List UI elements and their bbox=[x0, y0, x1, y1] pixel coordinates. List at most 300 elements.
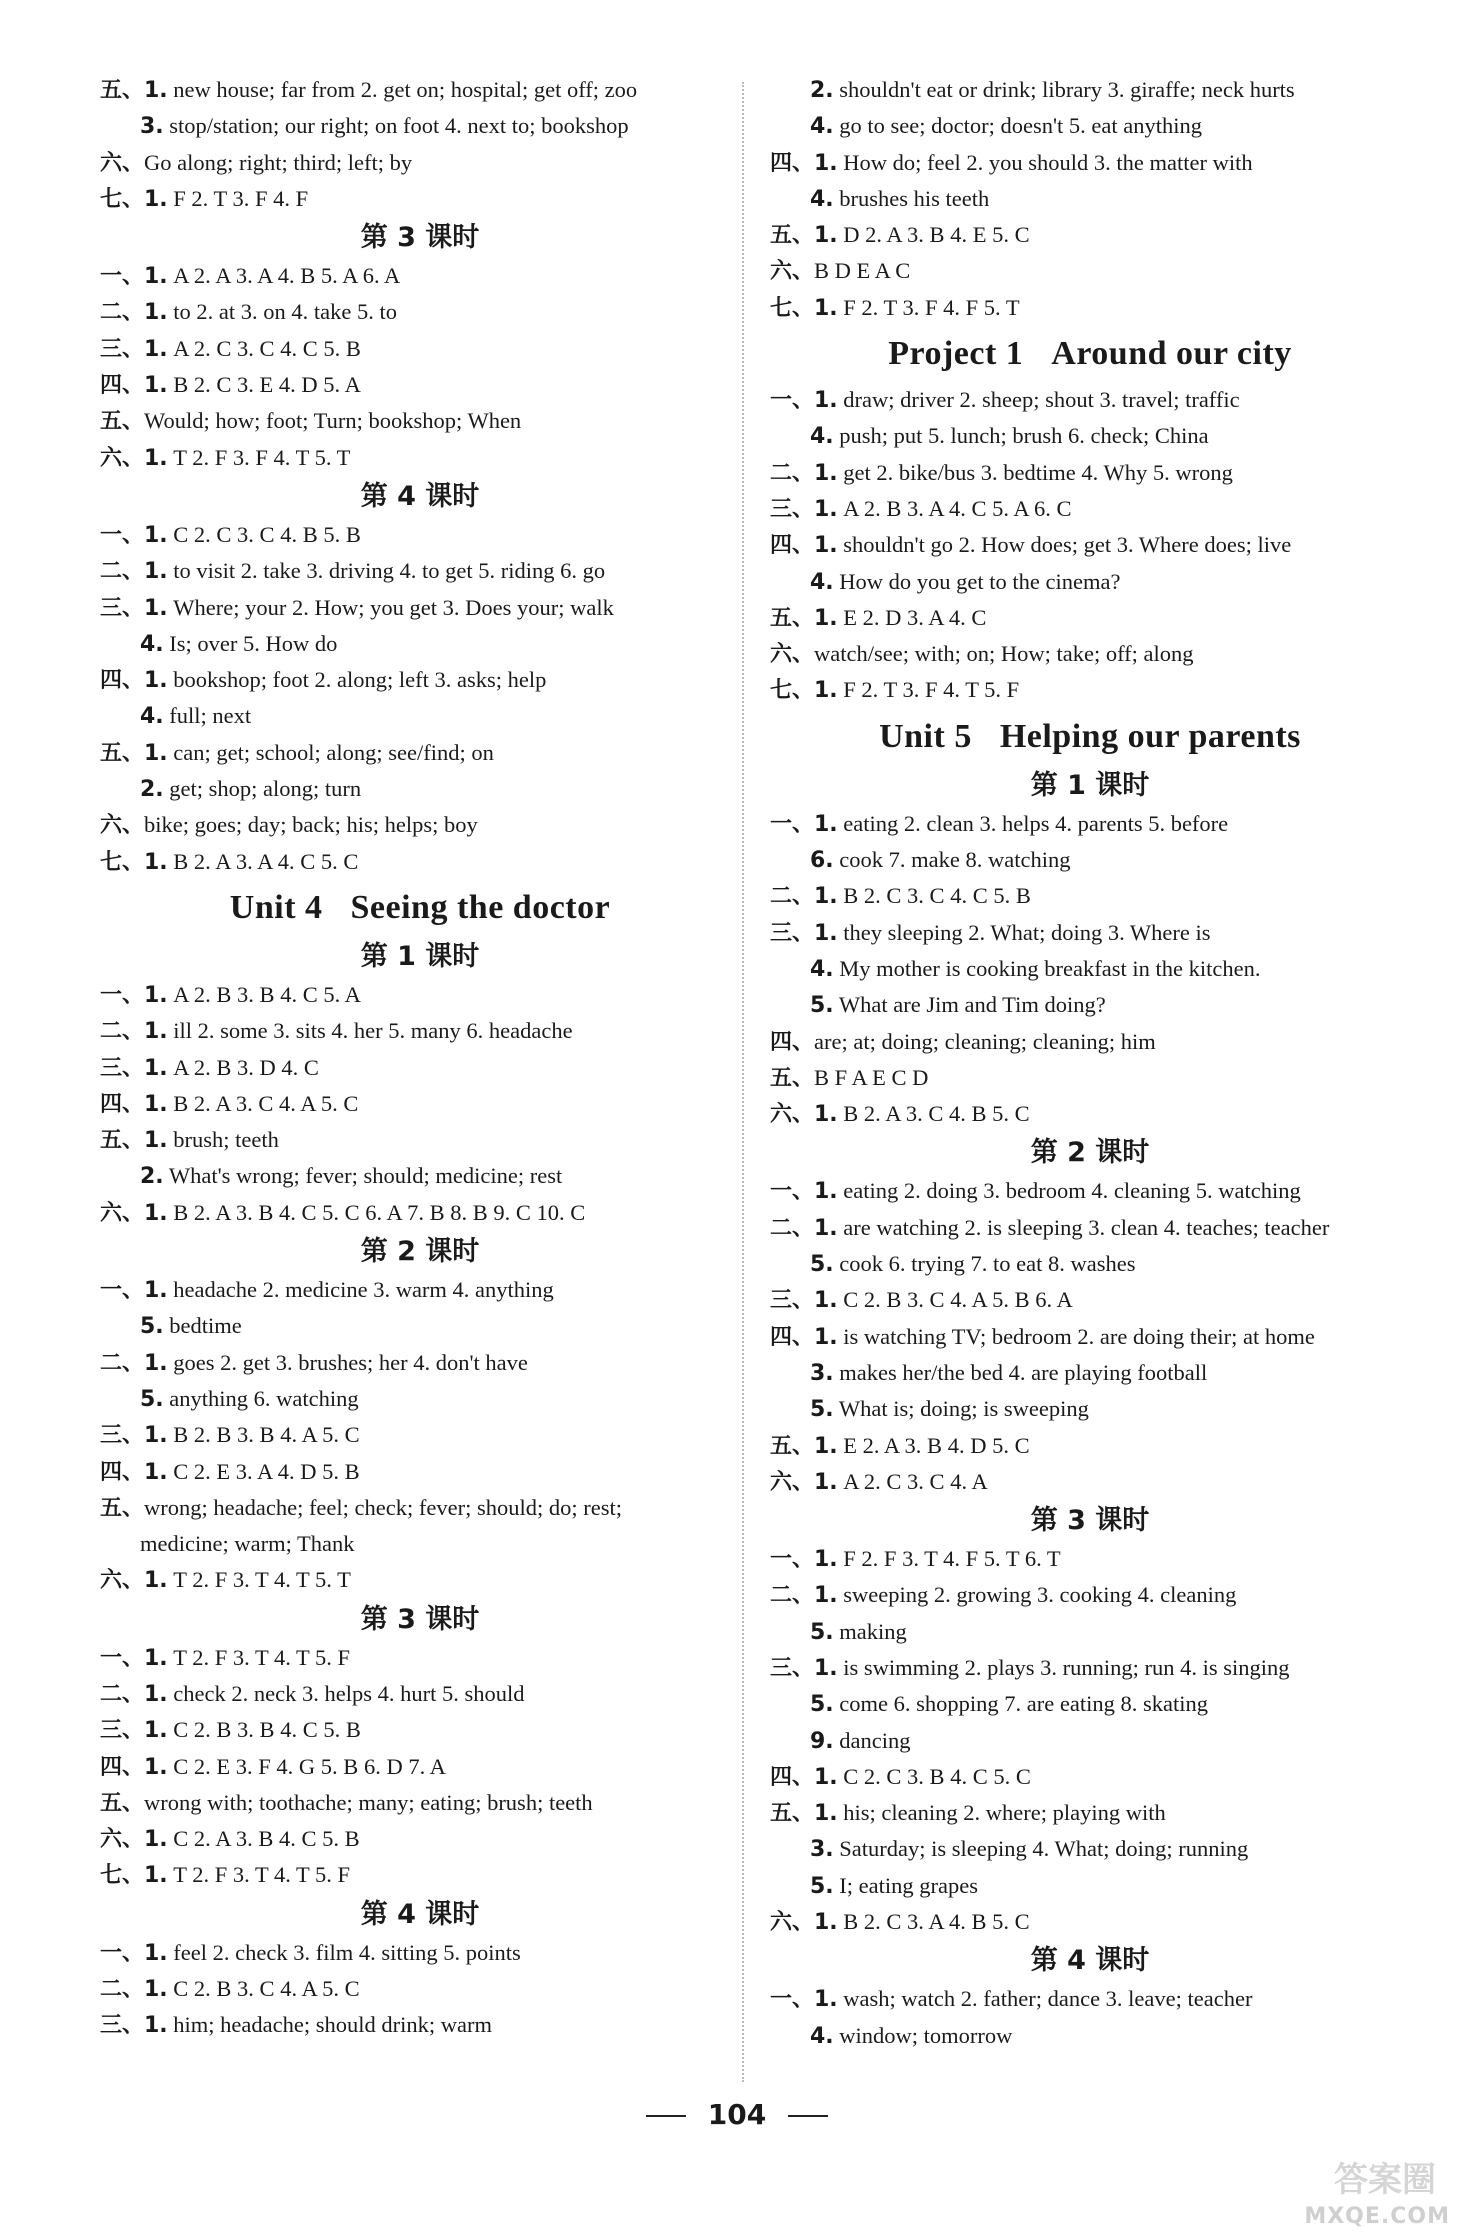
answer-line bbox=[100, 1490, 740, 1526]
answer-text: his; cleaning 2. where; playing with bbox=[837, 1800, 1166, 1826]
answer-text: to visit 2. take 3. driving 4. to get 5. riding 6. go bbox=[167, 558, 606, 584]
answer-text: C 2. A 3. B 4. C 5. B bbox=[167, 1826, 360, 1852]
question-label: 五、1. bbox=[100, 740, 168, 766]
answer-text: bookshop; foot 2. along; left 3. asks; help bbox=[167, 667, 547, 693]
unit-title: Around our city bbox=[1051, 335, 1292, 373]
question-label: 七、1. bbox=[770, 678, 838, 704]
question-label: 二、1. bbox=[100, 1350, 168, 1376]
lesson-heading: 第 2 课时 bbox=[360, 1236, 480, 1268]
answer-text: wash; watch 2. father; dance 3. leave; teacher bbox=[837, 1986, 1253, 2012]
answer-line bbox=[770, 1868, 1410, 1904]
answer-line bbox=[100, 1454, 740, 1490]
answer-text: E 2. A 3. B 4. D 5. C bbox=[837, 1432, 1030, 1458]
answer-text: C 2. B 3. B 4. C 5. B bbox=[167, 1717, 361, 1743]
answer-text: cook 6. trying 7. to eat 8. washes bbox=[833, 1251, 1136, 1277]
answer-text: Where; your 2. How; you get 3. Does your; walk bbox=[167, 594, 614, 620]
answer-text: F 2. T 3. F 4. T 5. F bbox=[837, 677, 1020, 703]
answer-line bbox=[100, 1086, 740, 1122]
answer-text: window; tomorrow bbox=[833, 2022, 1013, 2048]
answer-line bbox=[100, 1562, 740, 1598]
answer-text: C 2. C 3. C 4. B 5. B bbox=[167, 521, 361, 547]
answer-line bbox=[770, 1577, 1410, 1613]
answer-line bbox=[100, 553, 740, 589]
question-label: 五、 bbox=[100, 1495, 145, 1521]
question-label: 一、1. bbox=[100, 264, 168, 290]
question-label: 3. bbox=[810, 1837, 834, 1863]
answer-text: making bbox=[833, 1618, 907, 1644]
answer-line bbox=[770, 1060, 1410, 1096]
question-label: 六、1. bbox=[100, 1200, 168, 1226]
answer-text: shouldn't eat or drink; library 3. giraffe; neck hurts bbox=[833, 77, 1295, 102]
answer-line bbox=[100, 977, 740, 1013]
question-label: 六、 bbox=[100, 813, 145, 839]
answer-line bbox=[770, 1024, 1410, 1060]
lesson-heading: 第 3 课时 bbox=[360, 1603, 480, 1635]
question-label: 4. bbox=[810, 569, 834, 595]
answer-text: B 2. A 3. C 4. A 5. C bbox=[167, 1090, 359, 1116]
question-label: 二、1. bbox=[100, 1019, 168, 1045]
answer-line bbox=[770, 181, 1410, 217]
answer-text: C 2. B 3. C 4. A 5. B 6. A bbox=[837, 1287, 1073, 1313]
answer-text: T 2. F 3. T 4. T 5. T bbox=[167, 1567, 351, 1593]
page-number-dash-right bbox=[788, 2115, 828, 2117]
answer-line bbox=[100, 1381, 740, 1417]
question-label: 五、1. bbox=[100, 1128, 168, 1154]
question-label: 四、1. bbox=[100, 1091, 168, 1117]
question-label: 六、 bbox=[770, 642, 815, 668]
page-number-text: 104 bbox=[707, 2098, 767, 2131]
answer-text: B 2. A 3. A 4. C 5. C bbox=[167, 848, 359, 874]
question-label: 4. bbox=[810, 956, 834, 982]
answer-line bbox=[100, 626, 740, 662]
answer-line bbox=[100, 181, 740, 217]
answer-line bbox=[770, 1173, 1410, 1209]
unit-heading bbox=[100, 880, 740, 936]
answer-line bbox=[770, 878, 1410, 914]
question-label: 三、1. bbox=[770, 496, 838, 522]
answer-text: bedtime bbox=[163, 1313, 242, 1339]
answer-text: A 2. A 3. A 4. B 5. A 6. A bbox=[167, 263, 401, 289]
question-label: 六、 bbox=[100, 150, 145, 176]
question-label: 一、1. bbox=[770, 1547, 838, 1573]
question-label: 4. bbox=[810, 114, 834, 140]
answer-line bbox=[100, 440, 740, 476]
lesson-heading: 第 3 课时 bbox=[1030, 1505, 1150, 1537]
answer-line bbox=[100, 1821, 740, 1857]
answer-line bbox=[100, 1857, 740, 1893]
answer-text: wrong; headache; feel; check; fever; should; do; rest; bbox=[144, 1494, 622, 1520]
answer-line bbox=[100, 735, 740, 771]
answer-text: stop/station; our right; on foot 4. next to; bookshop bbox=[163, 113, 629, 139]
question-label: 4. bbox=[810, 424, 834, 450]
answer-line bbox=[100, 1308, 740, 1344]
unit-number: Unit 5 bbox=[879, 717, 972, 755]
watermark-logo-text: 答案圈 bbox=[1334, 2160, 1436, 2200]
question-label: 3. bbox=[140, 114, 164, 140]
answer-text: F 2. T 3. F 4. F bbox=[167, 185, 309, 211]
answer-text: push; put 5. lunch; brush 6. check; China bbox=[833, 423, 1209, 449]
answer-text: are watching 2. is sleeping 3. clean 4. teaches; teacher bbox=[837, 1214, 1330, 1240]
answer-line bbox=[770, 527, 1410, 563]
answer-text: Go along; right; third; left; by bbox=[144, 149, 413, 175]
question-label: 3. bbox=[810, 1360, 834, 1386]
answer-line bbox=[770, 1831, 1410, 1867]
question-label: 三、1. bbox=[770, 920, 838, 946]
answer-text: go to see; doctor; doesn't 5. eat anything bbox=[833, 113, 1203, 139]
answer-text: wrong with; toothache; many; eating; brush; teeth bbox=[144, 1789, 593, 1815]
answer-line bbox=[100, 844, 740, 880]
answer-line bbox=[100, 771, 740, 807]
question-label: 四、1. bbox=[100, 1754, 168, 1780]
lesson-heading: 第 3 课时 bbox=[360, 222, 480, 254]
answer-text: shouldn't go 2. How does; get 3. Where does; live bbox=[837, 532, 1292, 558]
answer-text: A 2. B 3. D 4. C bbox=[167, 1054, 319, 1080]
question-label: 一、1. bbox=[100, 982, 168, 1008]
answer-line bbox=[770, 1210, 1410, 1246]
answer-line bbox=[770, 1795, 1410, 1831]
answer-text: F 2. T 3. F 4. F 5. T bbox=[837, 294, 1020, 320]
question-label: 四、1. bbox=[770, 1764, 838, 1790]
answer-line bbox=[770, 564, 1410, 600]
answer-line bbox=[770, 1319, 1410, 1355]
answer-line bbox=[770, 1355, 1410, 1391]
answer-text: F 2. F 3. T 4. F 5. T 6. T bbox=[837, 1546, 1061, 1572]
answer-text: are; at; doing; cleaning; cleaning; him bbox=[814, 1028, 1156, 1054]
answer-text: is swimming 2. plays 3. running; run 4. is singing bbox=[837, 1654, 1290, 1680]
question-label: 一、1. bbox=[100, 1940, 168, 1966]
answer-line bbox=[100, 1013, 740, 1049]
question-label: 六、 bbox=[770, 259, 815, 285]
answer-line bbox=[770, 842, 1410, 878]
answer-text: B 2. C 3. C 4. C 5. B bbox=[837, 883, 1031, 909]
answer-text: get; shop; along; turn bbox=[163, 776, 362, 802]
question-label: 三、1. bbox=[100, 2013, 168, 2039]
answer-text: What is; doing; is sweeping bbox=[833, 1396, 1089, 1422]
answer-line bbox=[770, 915, 1410, 951]
answer-text: Saturday; is sleeping 4. What; doing; running bbox=[833, 1836, 1249, 1862]
question-label: 一、1. bbox=[770, 811, 838, 837]
answer-line bbox=[100, 1526, 740, 1562]
question-label: 4. bbox=[810, 2023, 834, 2049]
answer-line bbox=[770, 1723, 1410, 1759]
answer-text: get 2. bike/bus 3. bedtime 4. Why 5. wrong bbox=[837, 459, 1233, 485]
answer-line bbox=[100, 145, 740, 181]
question-label: 五、1. bbox=[770, 223, 838, 249]
question-label: 六、1. bbox=[100, 1827, 168, 1853]
answer-line bbox=[100, 1195, 740, 1231]
answer-text: A 2. C 3. C 4. A bbox=[837, 1468, 988, 1494]
lesson-heading: 第 1 课时 bbox=[1030, 769, 1150, 801]
question-label: 二、1. bbox=[100, 300, 168, 326]
question-label: 5. bbox=[810, 1619, 834, 1645]
question-label: 四、1. bbox=[770, 1324, 838, 1350]
answer-line bbox=[770, 1391, 1410, 1427]
question-label: 5. bbox=[810, 993, 834, 1019]
answer-text: B 2. A 3. B 4. C 5. C 6. A 7. B 8. B 9. C 10. C bbox=[167, 1199, 586, 1225]
page-number-dash-left bbox=[646, 2115, 686, 2117]
answer-line bbox=[770, 672, 1410, 708]
answer-text: him; headache; should drink; warm bbox=[167, 2012, 492, 2038]
answer-text: brush; teeth bbox=[167, 1127, 279, 1153]
question-label: 二、1. bbox=[100, 1681, 168, 1707]
question-label: 二、1. bbox=[770, 1215, 838, 1241]
question-label: 三、1. bbox=[100, 1055, 168, 1081]
answer-line bbox=[100, 1712, 740, 1748]
answer-line bbox=[100, 367, 740, 403]
answer-line bbox=[100, 1971, 740, 2007]
question-label: 七、1. bbox=[100, 186, 168, 212]
question-label: 二、1. bbox=[100, 1977, 168, 2003]
answer-text: Would; how; foot; Turn; bookshop; When bbox=[144, 408, 522, 434]
question-label: 四、1. bbox=[770, 150, 838, 176]
answer-line bbox=[100, 1345, 740, 1381]
question-label: 四、1. bbox=[100, 373, 168, 399]
question-label: 四、1. bbox=[100, 1459, 168, 1485]
answer-text: watch/see; with; on; How; take; off; along bbox=[814, 641, 1194, 667]
answer-line bbox=[770, 72, 1410, 108]
answer-text: headache 2. medicine 3. warm 4. anything bbox=[167, 1277, 554, 1303]
question-label: 六、1. bbox=[770, 1469, 838, 1495]
answer-text: A 2. B 3. A 4. C 5. A 6. C bbox=[837, 495, 1072, 521]
question-label: 七、1. bbox=[100, 849, 168, 875]
answer-line bbox=[770, 108, 1410, 144]
answer-text: they sleeping 2. What; doing 3. Where is bbox=[837, 919, 1211, 945]
answer-line bbox=[100, 1785, 740, 1821]
question-label: 4. bbox=[140, 704, 164, 730]
answer-text: C 2. C 3. B 4. C 5. C bbox=[837, 1763, 1031, 1789]
answer-text: to 2. at 3. on 4. take 5. to bbox=[167, 299, 398, 325]
answer-line bbox=[770, 1464, 1410, 1500]
answer-text: B 2. A 3. C 4. B 5. C bbox=[837, 1101, 1030, 1127]
answer-line bbox=[770, 1541, 1410, 1577]
answer-line bbox=[770, 1904, 1410, 1940]
answer-line bbox=[100, 1749, 740, 1785]
watermark-logo bbox=[1226, 2157, 1466, 2235]
lesson-heading: 第 4 课时 bbox=[360, 1898, 480, 1930]
answer-line bbox=[100, 1050, 740, 1086]
question-label: 六、1. bbox=[100, 445, 168, 471]
unit-number: Unit 4 bbox=[229, 888, 323, 926]
answer-text: new house; far from 2. get on; hospital; get off; zoo bbox=[167, 77, 638, 102]
answer-text: A 2. C 3. C 4. C 5. B bbox=[167, 335, 361, 361]
question-label: 一、1. bbox=[100, 522, 168, 548]
question-label: 二、1. bbox=[770, 884, 838, 910]
answer-line bbox=[100, 517, 740, 553]
answer-line bbox=[770, 636, 1410, 672]
question-label: 五、1. bbox=[770, 605, 838, 631]
left-answer-column bbox=[100, 72, 740, 2044]
unit-heading bbox=[770, 709, 1410, 765]
answer-line bbox=[770, 382, 1410, 418]
question-label: 一、1. bbox=[770, 1987, 838, 2013]
question-label: 五、1. bbox=[100, 78, 168, 103]
answer-line bbox=[770, 1686, 1410, 1722]
question-label: 二、1. bbox=[770, 1583, 838, 1609]
answer-text: can; get; school; along; see/find; on bbox=[167, 739, 494, 765]
answer-line bbox=[770, 987, 1410, 1023]
answer-text: B 2. C 3. E 4. D 5. A bbox=[167, 372, 361, 398]
lesson-heading: 第 2 课时 bbox=[1030, 1137, 1150, 1169]
answer-line bbox=[100, 1935, 740, 1971]
question-label: 一、1. bbox=[100, 1645, 168, 1671]
question-label: 5. bbox=[810, 1873, 834, 1899]
answer-text: C 2. E 3. A 4. D 5. B bbox=[167, 1458, 360, 1484]
answer-text: eating 2. clean 3. helps 4. parents 5. before bbox=[837, 810, 1229, 836]
answer-text: makes her/the bed 4. are playing football bbox=[833, 1359, 1208, 1385]
answer-line bbox=[770, 2018, 1410, 2054]
answer-line bbox=[770, 253, 1410, 289]
answer-text: A 2. B 3. B 4. C 5. A bbox=[167, 981, 361, 1007]
answer-text: B D E A C bbox=[814, 258, 911, 284]
lesson-heading: 第 4 课时 bbox=[360, 480, 480, 512]
question-label: 2. bbox=[140, 777, 164, 803]
watermark-site-text: MXQE.COM bbox=[1304, 2204, 1450, 2229]
question-label: 七、1. bbox=[100, 1863, 168, 1889]
answer-text: B 2. B 3. B 4. A 5. C bbox=[167, 1422, 360, 1448]
answer-line bbox=[770, 290, 1410, 326]
question-label: 4. bbox=[810, 186, 834, 212]
question-label: 5. bbox=[140, 1314, 164, 1340]
question-label: 三、1. bbox=[770, 1288, 838, 1314]
question-label: 4. bbox=[140, 631, 164, 657]
answer-line bbox=[770, 1981, 1410, 2017]
question-label: 5. bbox=[810, 1252, 834, 1278]
question-label: 六、1. bbox=[770, 1910, 838, 1936]
answer-text: sweeping 2. growing 3. cooking 4. cleaning bbox=[837, 1582, 1237, 1608]
answer-text: E 2. D 3. A 4. C bbox=[837, 604, 987, 630]
question-label: 一、1. bbox=[770, 388, 838, 414]
answer-line bbox=[100, 1640, 740, 1676]
answer-text: T 2. F 3. T 4. T 5. F bbox=[167, 1862, 351, 1888]
answer-text: is watching TV; bedroom 2. are doing their; at home bbox=[837, 1323, 1315, 1349]
answer-text: What's wrong; fever; should; medicine; rest bbox=[163, 1163, 563, 1189]
question-label: 六、1. bbox=[100, 1568, 168, 1594]
question-label: 三、1. bbox=[100, 336, 168, 362]
answer-line bbox=[100, 698, 740, 734]
answer-line bbox=[770, 217, 1410, 253]
answer-text: full; next bbox=[163, 703, 252, 729]
answer-line bbox=[770, 1614, 1410, 1650]
question-label: 三、1. bbox=[770, 1655, 838, 1681]
answer-text: anything 6. watching bbox=[163, 1385, 359, 1411]
answer-text: brushes his teeth bbox=[833, 185, 990, 211]
answer-text: ill 2. some 3. sits 4. her 5. many 6. headache bbox=[167, 1018, 573, 1044]
column-divider bbox=[742, 82, 744, 2082]
question-label: 五、 bbox=[770, 1065, 815, 1091]
lesson-heading: 第 4 课时 bbox=[1030, 1945, 1150, 1977]
answer-text: goes 2. get 3. brushes; her 4. don't have bbox=[167, 1349, 528, 1375]
question-label: 四、1. bbox=[770, 533, 838, 559]
answer-line bbox=[770, 1096, 1410, 1132]
page-number bbox=[0, 2095, 1474, 2135]
answer-line bbox=[100, 2007, 740, 2043]
answer-text: draw; driver 2. sheep; shout 3. travel; traffic bbox=[837, 387, 1240, 413]
answer-line bbox=[100, 1272, 740, 1308]
answer-line bbox=[100, 590, 740, 626]
answer-line bbox=[770, 806, 1410, 842]
answer-text: Is; over 5. How do bbox=[163, 630, 338, 656]
question-label: 一、1. bbox=[100, 1278, 168, 1304]
question-label: 二、1. bbox=[100, 559, 168, 585]
unit-number: Project 1 bbox=[888, 335, 1024, 373]
answer-text: I; eating grapes bbox=[833, 1872, 978, 1898]
question-label: 5. bbox=[810, 1692, 834, 1718]
question-label: 五、 bbox=[100, 1790, 145, 1816]
answer-line bbox=[770, 491, 1410, 527]
answer-line bbox=[770, 1428, 1410, 1464]
question-label: 四、1. bbox=[100, 668, 168, 694]
question-label: 二、1. bbox=[770, 460, 838, 486]
question-label: 一、1. bbox=[770, 1179, 838, 1205]
question-label: 四、 bbox=[770, 1029, 815, 1055]
answer-text: medicine; warm; Thank bbox=[140, 1531, 355, 1557]
answer-line bbox=[100, 1158, 740, 1194]
question-label: 三、1. bbox=[100, 1423, 168, 1449]
question-label: 6. bbox=[810, 848, 834, 874]
answer-text: What are Jim and Tim doing? bbox=[833, 992, 1106, 1018]
answer-line bbox=[770, 600, 1410, 636]
answer-line bbox=[100, 1122, 740, 1158]
question-label: 七、1. bbox=[770, 295, 838, 321]
unit-title: Helping our parents bbox=[999, 717, 1301, 755]
answer-text: cook 7. make 8. watching bbox=[833, 847, 1071, 873]
answer-text: check 2. neck 3. helps 4. hurt 5. should bbox=[167, 1680, 525, 1706]
answer-text: D 2. A 3. B 4. E 5. C bbox=[837, 222, 1030, 248]
answer-text: T 2. F 3. T 4. T 5. F bbox=[167, 1644, 351, 1670]
answer-line bbox=[770, 1246, 1410, 1282]
answer-line bbox=[100, 1676, 740, 1712]
right-answer-column bbox=[770, 72, 1410, 2054]
question-label: 5. bbox=[810, 1397, 834, 1423]
lesson-heading: 第 1 课时 bbox=[360, 940, 480, 972]
answer-line bbox=[100, 662, 740, 698]
question-label: 五、 bbox=[100, 409, 145, 435]
answer-text: B 2. C 3. A 4. B 5. C bbox=[837, 1909, 1030, 1935]
answer-text: How do you get to the cinema? bbox=[833, 568, 1121, 594]
answer-line bbox=[100, 1417, 740, 1453]
question-label: 2. bbox=[140, 1164, 164, 1190]
answer-text: C 2. E 3. F 4. G 5. B 6. D 7. A bbox=[167, 1753, 446, 1779]
answer-text: B F A E C D bbox=[814, 1064, 929, 1090]
answer-line bbox=[770, 1282, 1410, 1318]
question-label: 三、1. bbox=[100, 595, 168, 621]
question-label: 三、1. bbox=[100, 1718, 168, 1744]
answer-text: My mother is cooking breakfast in the kitchen. bbox=[833, 955, 1261, 981]
answer-line bbox=[770, 951, 1410, 987]
unit-heading bbox=[770, 326, 1410, 382]
answer-line bbox=[100, 294, 740, 330]
question-label: 六、1. bbox=[770, 1102, 838, 1128]
answer-text: T 2. F 3. F 4. T 5. T bbox=[167, 444, 351, 470]
answer-text: bike; goes; day; back; his; helps; boy bbox=[144, 812, 478, 838]
answer-text: feel 2. check 3. film 4. sitting 5. points bbox=[167, 1939, 521, 1965]
answer-line bbox=[100, 403, 740, 439]
answer-line bbox=[770, 418, 1410, 454]
answer-line bbox=[100, 331, 740, 367]
question-label: 9. bbox=[810, 1728, 834, 1754]
answer-line bbox=[100, 108, 740, 144]
answer-line bbox=[100, 807, 740, 843]
question-label: 五、1. bbox=[770, 1433, 838, 1459]
answer-line bbox=[770, 1759, 1410, 1795]
answer-text: How do; feel 2. you should 3. the matter with bbox=[837, 149, 1253, 175]
answer-line bbox=[770, 145, 1410, 181]
question-label: 2. bbox=[810, 78, 834, 103]
question-label: 五、1. bbox=[770, 1801, 838, 1827]
answer-line bbox=[100, 72, 740, 108]
answer-text: eating 2. doing 3. bedroom 4. cleaning 5. watching bbox=[837, 1178, 1301, 1204]
answer-text: come 6. shopping 7. are eating 8. skating bbox=[833, 1691, 1208, 1717]
